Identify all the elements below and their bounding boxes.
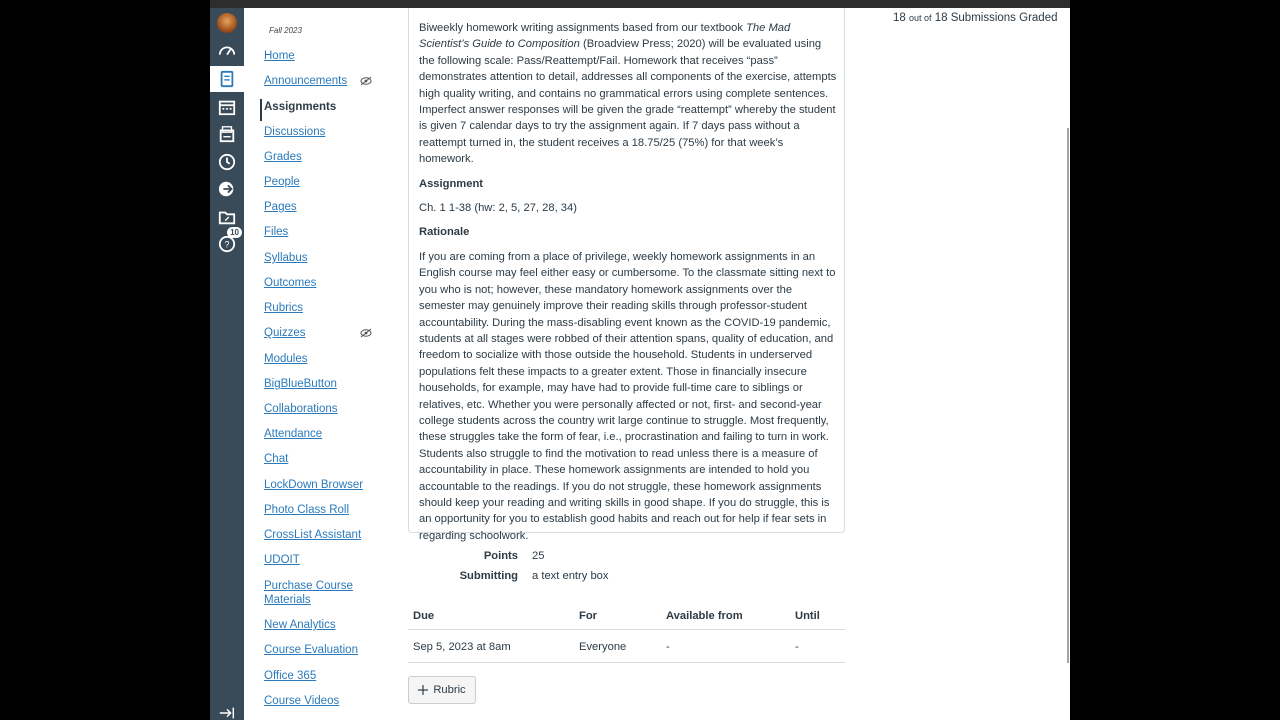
avatar xyxy=(217,13,237,33)
assignment-description xyxy=(419,20,837,552)
nav-course-videos[interactable]: Course Videos xyxy=(264,695,340,707)
nav-chat[interactable]: Chat xyxy=(264,453,289,465)
rationale-text: If you are coming from a place of privilege, weekly homework assignments in an English course may feel either easy or cumbersome. To the classmate sitting next to you who is not; however, these mandatory homework assignments over the semester may genuinely improve their reading skills through professor-student accountability. During the mass-disabling event known as the COVID-19 pandemic, students at all stages were robbed of their attention spans, quality of education, and freedom to socialize with those outside the household. Students in underserved populations felt these impacts to a greater extent. Those in financially insecure households, for example, may have had to provide full-time care to siblings or relatives, etc. Whether you were personally affected or not, first- and second-year college students across the country writ large continue to struggle. Most frequently, these struggles take the form of fear, i.e., procrastination and failing to turn in work. Students also struggle to find the motivation to read unless there is a measure of accountability in place. These homework assignments are intended to hold you accountable to the readings. If you do not struggle, these homework assignments should keep your reading and writing skills in good shape. If you do struggle, this is an opportunity for you to establish good habits and reach out for help if fear sets in regarding schoolwork. xyxy=(419,250,836,542)
col-for: For xyxy=(579,610,598,622)
col-due: Due xyxy=(413,610,435,622)
nav-syllabus[interactable]: Syllabus xyxy=(264,252,308,264)
col-available-from: Available from xyxy=(666,610,743,622)
commons-button[interactable] xyxy=(210,204,244,230)
nav-office-365[interactable]: Office 365 xyxy=(264,670,317,682)
folder-share-icon xyxy=(218,208,236,226)
nav-lockdown-browser[interactable]: LockDown Browser xyxy=(264,479,364,491)
due-dates-table xyxy=(408,604,845,663)
global-nav xyxy=(210,8,244,720)
active-indicator xyxy=(260,99,262,121)
assigned-to: Everyone xyxy=(579,641,627,653)
inbox-button[interactable] xyxy=(210,121,244,147)
term-label: Fall 2023 xyxy=(269,26,302,35)
nav-people[interactable]: People xyxy=(264,176,300,188)
nav-new-analytics[interactable]: New Analytics xyxy=(264,619,336,631)
assignment-description-box xyxy=(408,8,845,542)
nav-photo-class-roll[interactable]: Photo Class Roll xyxy=(264,504,350,516)
collapse-nav-button[interactable] xyxy=(210,700,244,720)
arrow-circle-icon xyxy=(218,180,236,198)
dashboard-button[interactable] xyxy=(210,38,244,64)
table-header xyxy=(408,604,845,629)
nav-home[interactable]: Home xyxy=(264,50,295,62)
available-from: - xyxy=(666,641,670,653)
nav-bigbluebutton[interactable]: BigBlueButton xyxy=(264,378,337,390)
nav-outcomes[interactable]: Outcomes xyxy=(264,277,317,289)
nav-modules[interactable]: Modules xyxy=(264,353,308,365)
submitting-value: a text entry box xyxy=(532,570,609,582)
nav-announcements[interactable]: Announcements xyxy=(264,75,348,87)
account-avatar-button[interactable] xyxy=(210,10,244,36)
nav-quizzes[interactable]: Quizzes xyxy=(264,327,306,339)
external-tool-button[interactable] xyxy=(210,176,244,202)
points-value: 25 xyxy=(532,550,545,562)
nav-discussions[interactable]: Discussions xyxy=(264,126,326,138)
until-date: - xyxy=(795,641,799,653)
table-row xyxy=(408,629,845,663)
nav-attendance[interactable]: Attendance xyxy=(264,428,323,440)
assignment-text: Ch. 1 1-38 (hw: 2, 5, 27, 28, 34) xyxy=(419,202,577,215)
col-until: Until xyxy=(795,610,820,622)
nav-pages[interactable]: Pages xyxy=(264,201,297,213)
due-date: Sep 5, 2023 at 8am xyxy=(413,641,511,653)
courses-book-icon xyxy=(218,70,236,88)
assignment-heading: Assignment xyxy=(419,177,484,190)
nav-grades[interactable]: Grades xyxy=(264,151,302,163)
course-nav xyxy=(244,8,394,720)
history-button[interactable] xyxy=(210,149,244,175)
calendar-button[interactable] xyxy=(210,94,244,120)
nav-rubrics[interactable]: Rubrics xyxy=(264,302,303,314)
submissions-graded: 18 out of 18 Submissions Graded xyxy=(893,12,1058,24)
nav-collaborations[interactable]: Collaborations xyxy=(264,403,338,415)
notification-badge: 10 xyxy=(227,227,242,238)
nav-crosslist-assistant[interactable]: CrossList Assistant xyxy=(264,529,362,541)
points-label: Points xyxy=(483,550,518,562)
courses-button[interactable] xyxy=(210,66,244,92)
browser-bookmark-bar xyxy=(210,0,1070,8)
rubric-button-label: Rubric xyxy=(433,684,466,696)
nav-files[interactable]: Files xyxy=(264,226,289,238)
nav-purchase-course-materials[interactable]: Purchase Course Materials xyxy=(264,580,353,606)
scrollbar[interactable] xyxy=(1067,128,1069,663)
canvas-app xyxy=(210,8,1070,720)
nav-course-evaluation[interactable]: Course Evaluation xyxy=(264,644,358,656)
nav-udoit[interactable]: UDOIT xyxy=(264,554,300,566)
hidden-eye-icon xyxy=(360,76,372,86)
calendar-icon xyxy=(218,98,236,116)
nav-assignments[interactable]: Assignments xyxy=(264,101,337,113)
collapse-arrow-icon xyxy=(218,704,236,720)
clock-icon xyxy=(218,153,236,171)
svg-text:?: ? xyxy=(224,239,230,250)
add-rubric-button[interactable] xyxy=(408,676,476,704)
book-title: The Mad Scientist’s Guide to Composition xyxy=(419,22,791,51)
dashboard-icon xyxy=(218,42,236,60)
plus-icon xyxy=(418,685,428,695)
help-button[interactable] xyxy=(210,228,244,257)
rationale-heading: Rationale xyxy=(419,226,470,239)
intro-paragraph: Biweekly homework writing assignments based from our textbook The Mad Scientist’s Guide to Composition (Broadview Press; 2020) will be evaluated using the following scale: Pass/Reattempt/Fail. Homework that receives “pass” demonstrates attention to detail, addresses all components of the exercise, attempts high quality writing, and contains no grammatical errors using complete sentences. Imperfect answer responses will be given the grade “reattempt” whereby the student is given 7 calendar days to try the assignment again. If 7 days pass without a reattempt turned in, the student receives a 18.75/25 (75%) for that week’s homework. xyxy=(419,22,837,166)
hidden-eye-icon xyxy=(360,328,372,338)
submitting-label: Submitting xyxy=(459,570,518,582)
inbox-icon xyxy=(218,125,236,143)
